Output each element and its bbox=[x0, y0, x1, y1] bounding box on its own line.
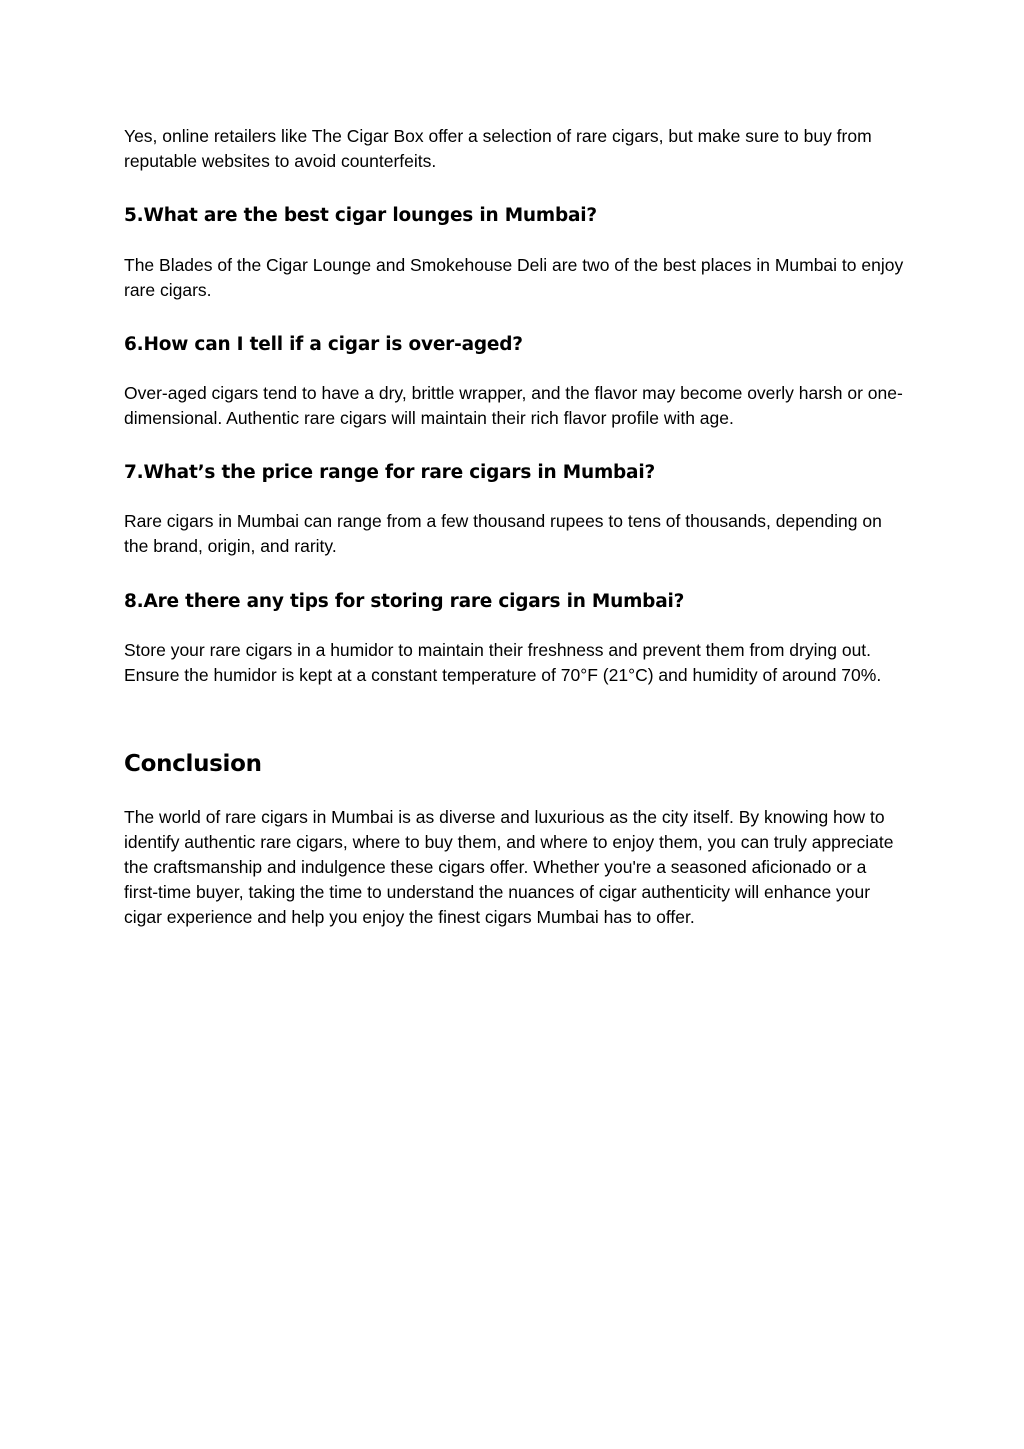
conclusion-paragraph: The world of rare cigars in Mumbai is as diverse and luxurious as the city itself. By knowing how to identify authentic rare cigars, where to buy them, and where to enjoy them, you can truly appreciate the craftsmanship and indulgence these cigars offer. Whether you're a seasoned aficionado or a first-time buyer, taking the time to understand the nuances of cigar authenticity will enhance your cigar experience and help you enjoy the finest cigars Mumbai has to offer. bbox=[124, 807, 894, 927]
faq-answer-6: Over-aged cigars tend to have a dry, brittle wrapper, and the flavor may become overly harsh or one-dimensional. Authentic rare cigars will maintain their rich flavor profile with age. bbox=[124, 383, 903, 428]
faq-question-6: 6.How can I tell if a cigar is over-aged? bbox=[124, 334, 523, 355]
faq-answer-8: Store your rare cigars in a humidor to maintain their freshness and prevent them from drying out. Ensure the humidor is kept at a constant temperature of 70°F (21°C) and humidity of around 70%. bbox=[124, 640, 882, 685]
faq-answer-5: The Blades of the Cigar Lounge and Smokehouse Deli are two of the best places in Mumbai to enjoy rare cigars. bbox=[124, 255, 904, 300]
intro-paragraph: Yes, online retailers like The Cigar Box offer a selection of rare cigars, but make sure to buy from reputable websites to avoid counterfeits. bbox=[124, 126, 872, 171]
conclusion-heading: Conclusion bbox=[124, 751, 262, 777]
faq-question-7: 7.What’s the price range for rare cigars in Mumbai? bbox=[124, 462, 656, 483]
faq-answer-7: Rare cigars in Mumbai can range from a few thousand rupees to tens of thousands, depending on the brand, origin, and rarity. bbox=[124, 511, 882, 556]
faq-question-5: 5.What are the best cigar lounges in Mumbai? bbox=[124, 205, 597, 226]
faq-question-8: 8.Are there any tips for storing rare cigars in Mumbai? bbox=[124, 591, 685, 612]
